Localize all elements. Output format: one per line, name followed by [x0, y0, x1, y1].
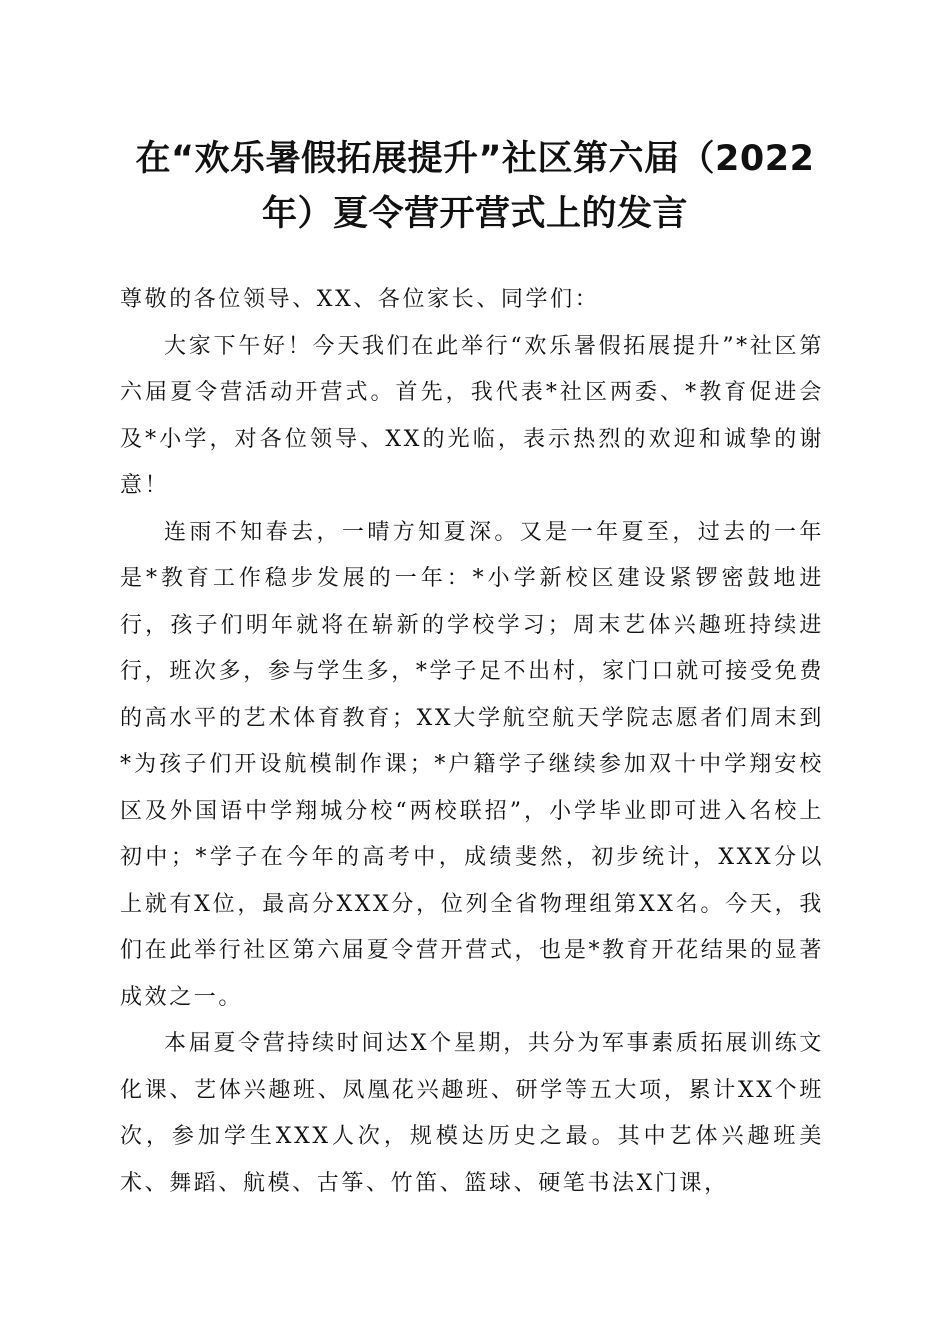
paragraph-camp-overview: 本届夏令营持续时间达X个星期，共分为军事素质拓展训练文化课、艺体兴趣班、凤凰花兴趣班、研学等五大项，累计XX个班次，参加学生XXX人次，规模达历史之最。其中艺体兴趣班美术、舞蹈、航模、古筝、竹笛、篮球、硬笔书法X门课，: [120, 1031, 824, 1196]
salutation: 尊敬的各位领导、XX、各位家长、同学们：: [120, 287, 600, 312]
document-body: [120, 277, 824, 1207]
paragraph-greeting: 大家下午好！今天我们在此举行“欢乐暑假拓展提升”*社区第六届夏令营活动开营式。首先，我代表*社区两委、*教育促进会及*小学，对各位领导、XX的光临，表示热烈的欢迎和诚挚的谢意！: [120, 333, 824, 498]
title-line-1: 在“欢乐暑假拓展提升”社区第六届（2022: [135, 139, 815, 179]
document-title: [120, 132, 830, 242]
title-line-2: 年）夏令营开营式上的发言: [261, 194, 688, 234]
paragraph-achievements: 连雨不知春去，一晴方知夏深。又是一年夏至，过去的一年是*教育工作稳步发展的一年：*小学新校区建设紧锣密鼓地进行，孩子们明年就将在崭新的学校学习；周末艺体兴趣班持续进行，班次多，参与学生多，*学子足不出村，家门口就可接受免费的高水平的艺术体育教育；XX大学航空航天学院志愿者们周末到*为孩子们开设航模制作课；*户籍学子继续参加双十中学翔安校区及外国语中学翔城分校“两校联招”，小学毕业即可进入名校上初中；*学子在今年的高考中，成绩斐然，初步统计，XXX分以上就有X位，最高分XXX分，位列全省物理组第XX名。今天，我们在此举行社区第六届夏令营开营式，也是*教育开花结果的显著成效之一。: [120, 519, 824, 1010]
